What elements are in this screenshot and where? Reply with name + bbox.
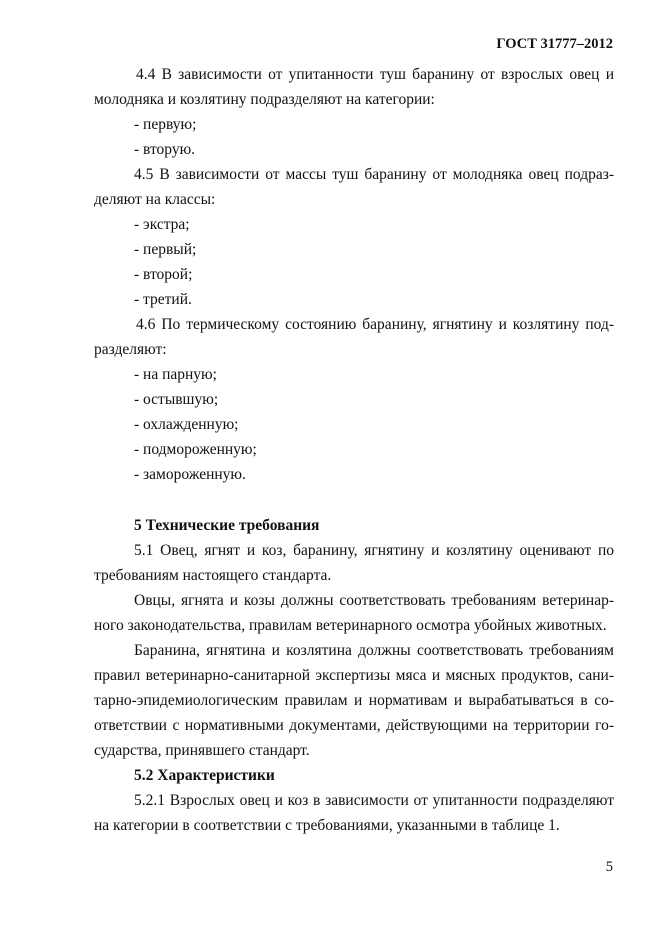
s4-5-line-2: деляют на классы:	[94, 191, 216, 208]
s4-5-line-1: 4.5 В зависимости от массы туш баранину от молодняка овец подраз-	[134, 166, 614, 183]
list-item: - экстра;	[134, 216, 190, 233]
s4-4-line-2: молодняка и козлятину подразделяют на категории:	[94, 91, 435, 108]
list-item: - на парную;	[134, 366, 217, 383]
list-item: - второй;	[134, 266, 193, 283]
document-body	[94, 62, 614, 838]
section-gap	[94, 487, 614, 513]
list-item: - остывшую;	[134, 391, 219, 408]
page-number: 5	[605, 859, 613, 875]
list-item: - охлажденную;	[134, 416, 239, 433]
s4-4-line-1: 4.4 В зависимости от упитанности туш баранину от взрослых овец и	[136, 66, 614, 83]
p5-1-line-2: требованиям настоящего стандарта.	[94, 567, 332, 584]
section-5-heading: 5 Технические требования	[134, 517, 320, 534]
s4-6-line-2: разделяют:	[94, 341, 167, 358]
list-item: - замороженную.	[134, 466, 246, 483]
p-meat-line-5: сударства, принявшего стандарт.	[94, 742, 310, 759]
list-item: - третий.	[134, 291, 192, 308]
list-item: - первую;	[134, 116, 197, 133]
s4-6-line-1: 4.6 По термическому состоянию баранину, ягнятину и козлятину под-	[136, 316, 614, 333]
list-item: - первый;	[134, 241, 197, 258]
document-code: ГОСТ 31777–2012	[496, 36, 613, 52]
list-item: - вторую.	[134, 141, 196, 158]
p-meat-line-2: правил ветеринарно-санитарной экспертизы мяса и мясных продуктов, сани-	[94, 667, 614, 684]
p5-1-line-1: 5.1 Овец, ягнят и коз, баранину, ягнятину и козлятину оценивают по	[134, 542, 614, 559]
p5-2-1-line-2: на категории в соответствии с требованиями, указанными в таблице 1.	[94, 817, 560, 834]
p-meat-line-4: ответствии с нормативными документами, действующими на территории го-	[94, 717, 614, 734]
p-meat-line-1: Баранина, ягнятина и козлятина должны соответствовать требованиям	[134, 642, 614, 659]
p-animals-line-1: Овцы, ягнята и козы должны соответствовать требованиям ветеринар-	[134, 592, 614, 609]
section-5-2-heading: 5.2 Характеристики	[134, 767, 275, 784]
p-meat-line-3: тарно-эпидемиологическим правилам и нормативам и вырабатываться в со-	[94, 692, 614, 709]
p-animals-line-2: ного законодательства, правилам ветеринарного осмотра убойных животных.	[94, 617, 607, 634]
p5-2-1-line-1: 5.2.1 Взрослых овец и коз в зависимости от упитанности подразделяют	[134, 792, 614, 809]
list-item: - подмороженную;	[134, 441, 257, 458]
